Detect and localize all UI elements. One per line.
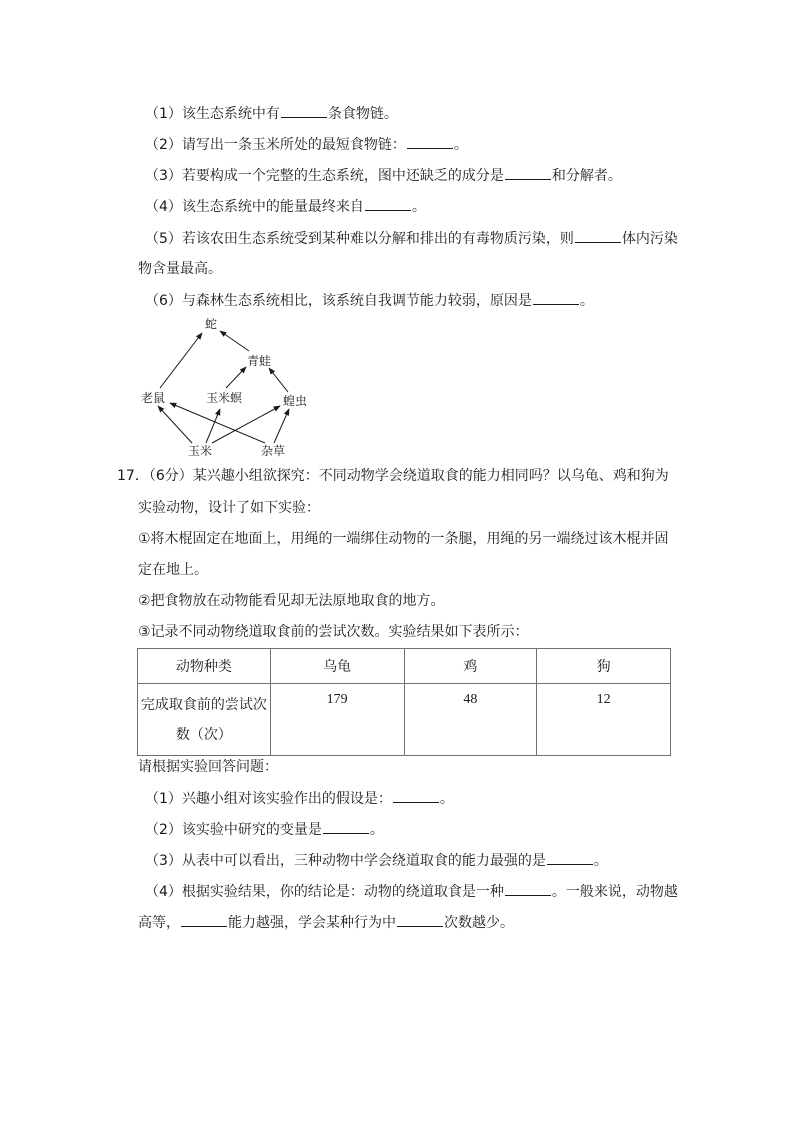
- row-label-line1: 完成取食前的尝试次: [140, 696, 267, 713]
- q17-sub2-text: （2）该实验中研究的变量是: [145, 822, 322, 838]
- q16-sub4-tail: 。: [411, 199, 426, 215]
- q16-sub5-tail: 体内污染: [621, 231, 678, 247]
- q17-intro-text2: 实验动物，设计了如下实验：: [138, 500, 320, 516]
- q16-sub6-tail: 。: [579, 293, 594, 309]
- q16-sub5-text: （5）若该农田生态系统受到某种难以分解和排出的有毒物质污染，则: [145, 231, 574, 247]
- q17-sub4-text2: 高等，: [138, 915, 180, 931]
- arrow-locust-frog: [269, 368, 288, 392]
- q17-sub4-tail1: 。一般来说，动物越: [551, 884, 678, 900]
- node-weed: 杂草: [261, 444, 286, 458]
- q17-intro-text1: 17．（6分）某兴趣小组欲探究：不同动物学会绕道取食的能力相同吗？以乌龟、鸡和狗为: [117, 468, 669, 484]
- q16-sub6-text: （6）与森林生态系统相比，该系统自我调节能力较弱，原因是: [145, 293, 532, 309]
- table-header-row: [138, 649, 671, 684]
- arrow-frog-snake: [220, 331, 249, 351]
- table-row: [138, 684, 671, 756]
- node-frog: 青蛙: [247, 354, 272, 368]
- q16-sub6: [145, 290, 594, 311]
- arrow-mouse-snake: [160, 333, 202, 388]
- arrow-corn-borer: [206, 409, 220, 443]
- arrow-weed-locust: [274, 409, 289, 443]
- answer-blank[interactable]: [397, 912, 443, 927]
- q17-step3: [138, 622, 529, 642]
- q16-sub5: [145, 228, 678, 249]
- answer-blank[interactable]: [505, 165, 551, 180]
- q17-sub4-line2: [138, 912, 514, 933]
- answer-blank[interactable]: [407, 134, 453, 149]
- q16-sub2-text: （2）请写出一条玉米所处的最短食物链：: [145, 137, 406, 153]
- q17-sub4-line1: [145, 881, 678, 902]
- q17-step1-text2: 定在地上。: [138, 562, 208, 578]
- answer-blank[interactable]: [505, 881, 551, 896]
- q17-sub1: [145, 788, 454, 809]
- table-cell: 48: [404, 684, 537, 756]
- q16-sub5-cont: [138, 259, 222, 279]
- arrow-borer-frog: [226, 367, 246, 388]
- q16-sub2: [145, 134, 468, 155]
- food-web-diagram: [138, 312, 318, 460]
- node-corn: 玉米: [188, 444, 213, 458]
- food-web-arrows: [138, 312, 318, 460]
- q17-sub3: [145, 850, 608, 871]
- q17-sub3-text: （3）从表中可以看出，三种动物中学会绕道取食的能力最强的是: [145, 853, 546, 869]
- answer-blank[interactable]: [281, 103, 327, 118]
- row-label-line2: 数（次）: [175, 726, 232, 743]
- q17-sub2: [145, 819, 384, 840]
- answer-blank[interactable]: [533, 290, 579, 305]
- answer-blank[interactable]: [575, 228, 621, 243]
- q17-prompt: [138, 757, 278, 777]
- q17-step3-text: ③记录不同动物绕道取食前的尝试次数。实验结果如下表所示：: [138, 624, 529, 640]
- q16-sub3-tail: 和分解者。: [551, 168, 622, 184]
- q17-step1-line2: [138, 560, 208, 580]
- table-cell: 179: [270, 684, 404, 756]
- table-header-cell: 动物种类: [138, 649, 271, 684]
- arrow-weed-mouse: [170, 403, 265, 443]
- node-mouse: 老鼠: [141, 391, 166, 405]
- table-row-label: [138, 684, 271, 756]
- q17-sub4-text1: （4）根据实验结果，你的结论是：动物的绕道取食是一种: [145, 884, 504, 900]
- table-header-cell: 狗: [537, 649, 671, 684]
- q16-sub4-text: （4）该生态系统中的能量最终来自: [145, 199, 364, 215]
- table-header-cell: 乌龟: [270, 649, 404, 684]
- q16-sub1-tail: 条食物链。: [327, 106, 398, 122]
- answer-blank[interactable]: [393, 788, 439, 803]
- node-locust: 蝗虫: [283, 394, 308, 408]
- node-snake: 蛇: [205, 317, 218, 331]
- answer-blank[interactable]: [181, 912, 227, 927]
- arrow-corn-mouse: [158, 406, 192, 443]
- q17-sub1-tail: 。: [439, 791, 454, 807]
- node-corn-borer: 玉米螟: [206, 391, 243, 405]
- q17-prompt-text: 请根据实验回答问题：: [138, 759, 278, 775]
- q16-sub5-cont-text: 物含量最高。: [138, 261, 222, 277]
- answer-blank[interactable]: [323, 819, 369, 834]
- q17-step2: [138, 591, 445, 611]
- q16-sub4: [145, 196, 426, 217]
- q17-step2-text: ②把食物放在动物能看见却无法原地取食的地方。: [138, 593, 445, 609]
- q16-sub1-text: （1）该生态系统中有: [145, 106, 280, 122]
- q17-intro-line2: [138, 498, 320, 518]
- q16-sub2-tail: 。: [453, 137, 468, 153]
- q17-sub4-mid2: 能力越强，学会某种行为中: [228, 915, 396, 931]
- q16-sub3-text: （3）若要构成一个完整的生态系统，图中还缺乏的成分是: [145, 168, 504, 184]
- q17-step1-text1: ①将木棍固定在地面上，用绳的一端绑住动物的一条腿，用绳的另一端绕过该木棍并固: [138, 531, 669, 547]
- q17-sub3-tail: 。: [593, 853, 608, 869]
- table-cell: 12: [537, 684, 671, 756]
- q17-sub1-text: （1）兴趣小组对该实验作出的假设是：: [145, 791, 392, 807]
- q17-step1-line1: [138, 529, 669, 549]
- answer-blank[interactable]: [547, 850, 593, 865]
- table-header-cell: 鸡: [404, 649, 537, 684]
- q17-sub4-tail2: 次数越少。: [444, 915, 514, 931]
- q16-sub1: [145, 103, 398, 124]
- answer-blank[interactable]: [365, 196, 411, 211]
- q17-intro-line1: [117, 466, 669, 486]
- results-table: [137, 648, 671, 756]
- q17-sub2-tail: 。: [369, 822, 384, 838]
- q16-sub3: [145, 165, 622, 186]
